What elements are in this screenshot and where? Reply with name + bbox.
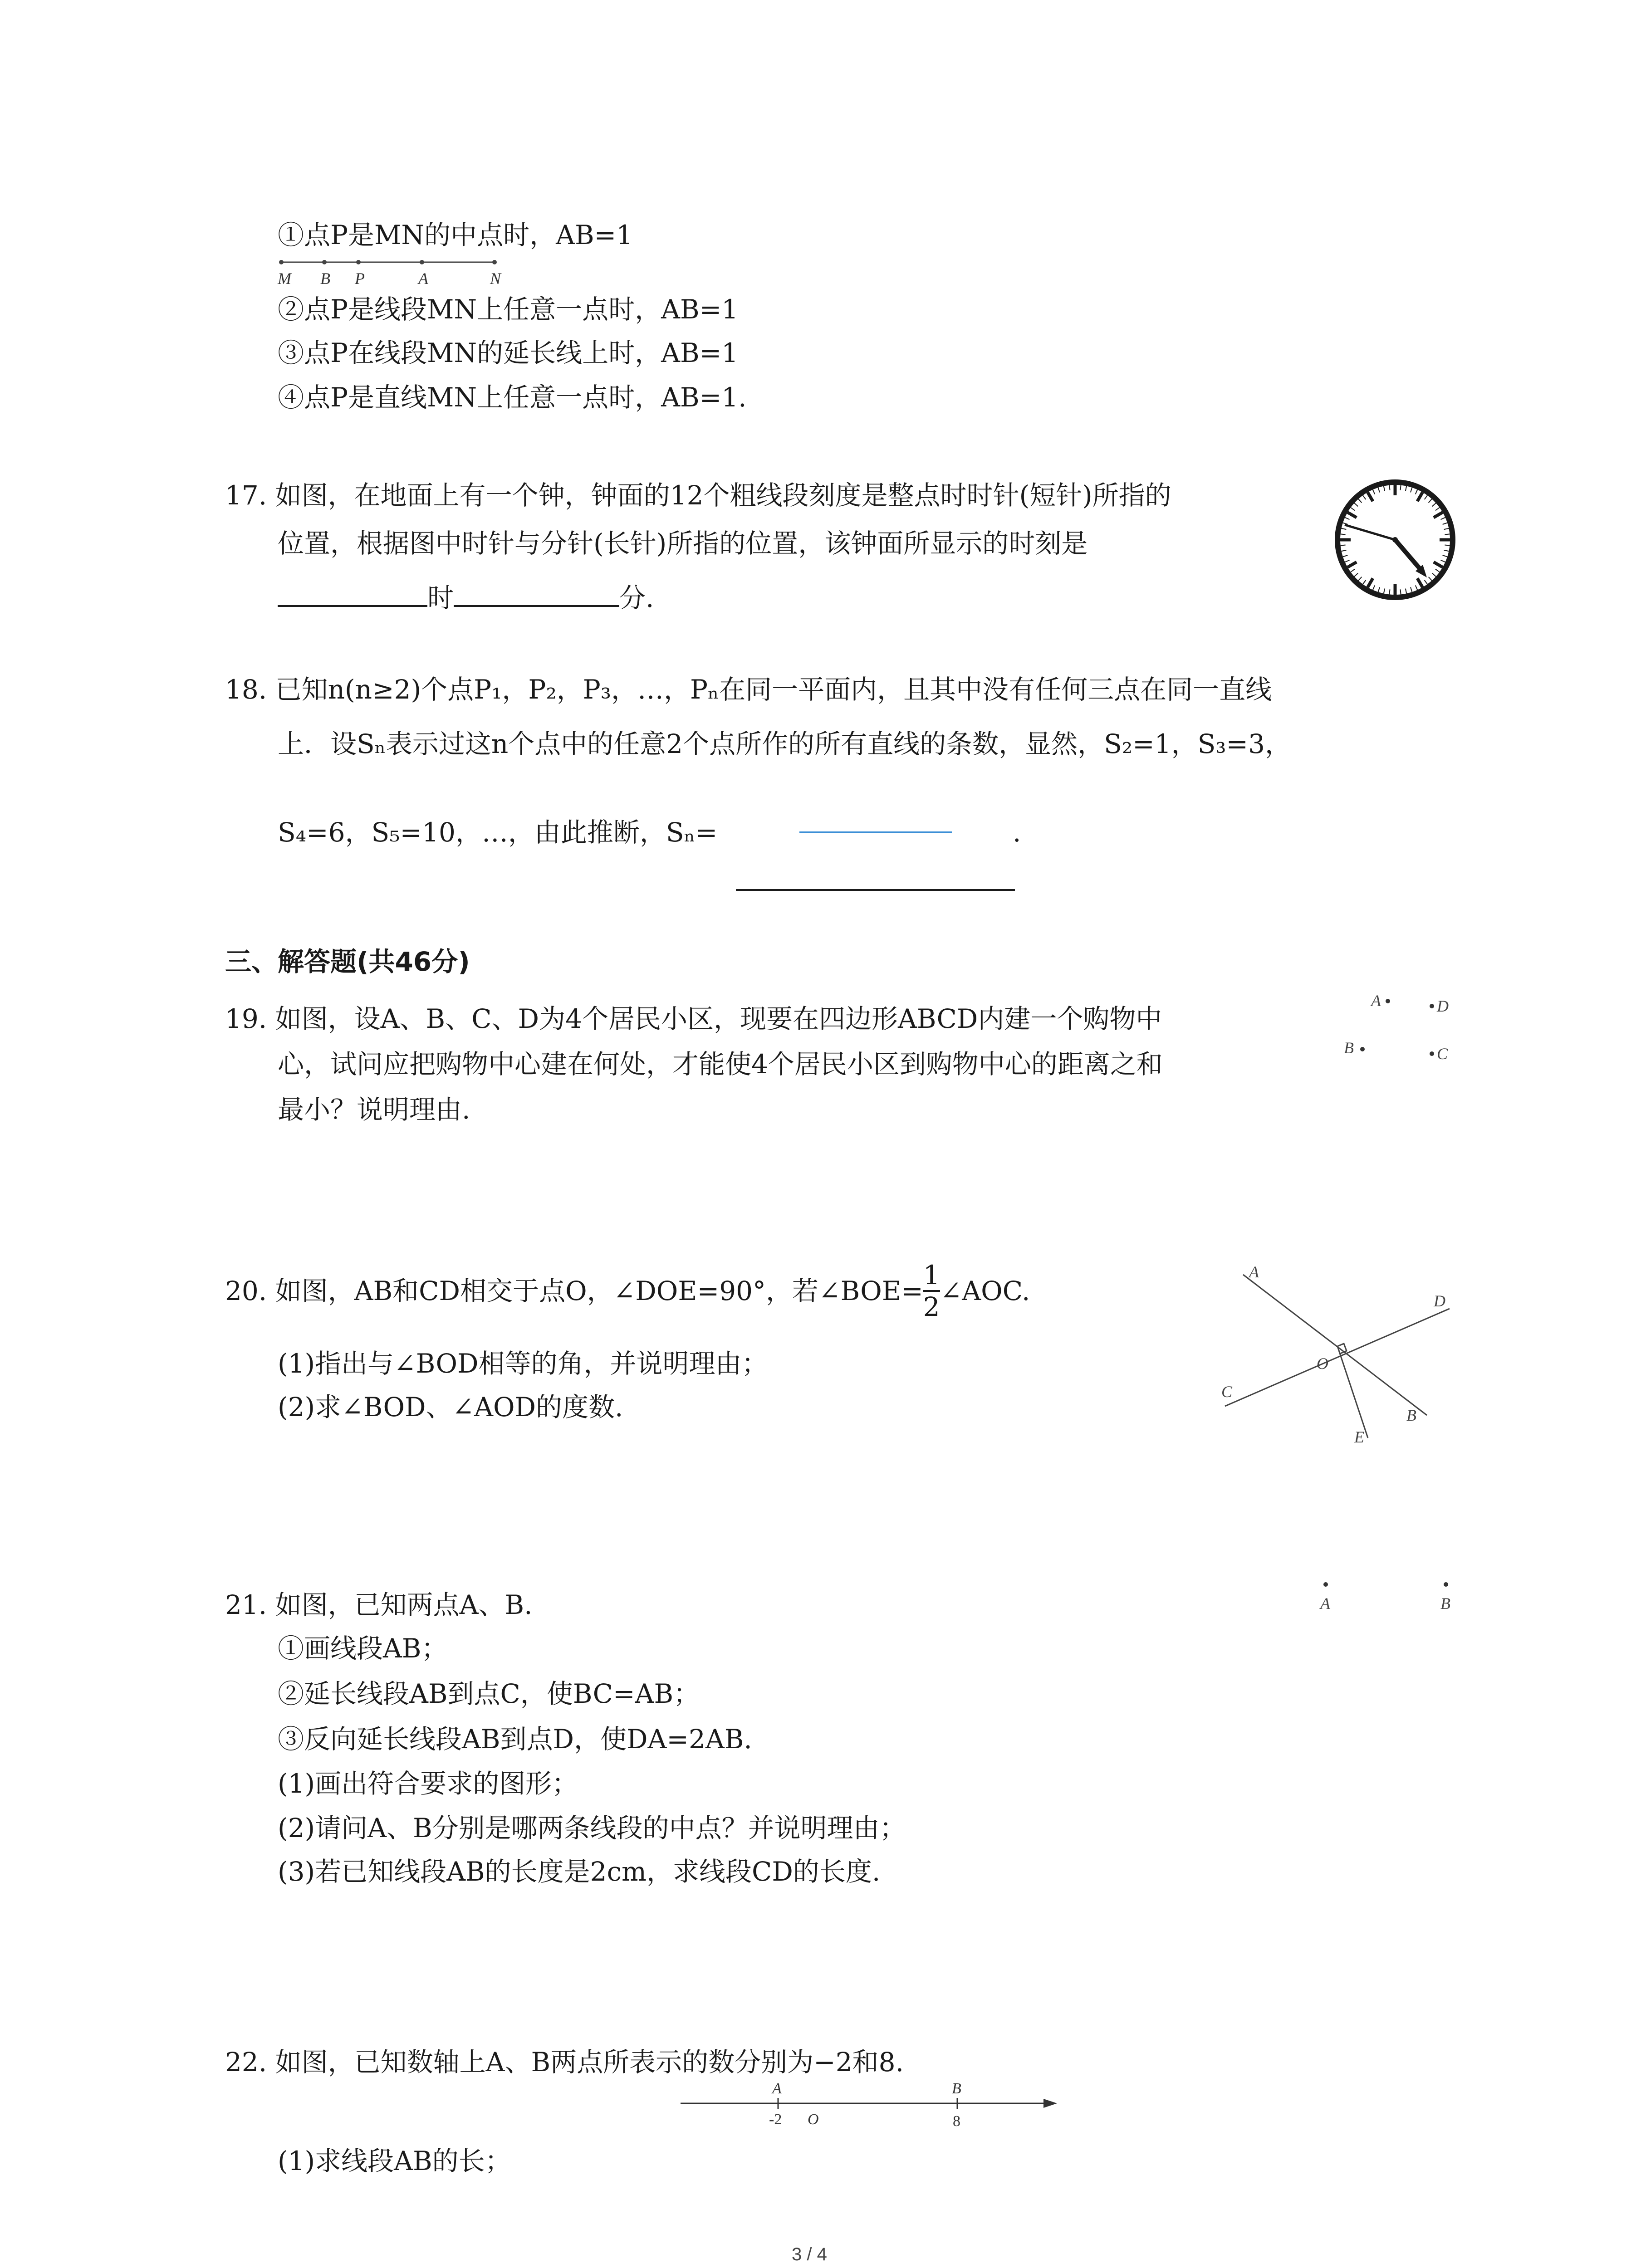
q21-sub1: (1)画出符合要求的图形；	[278, 1768, 578, 1799]
q21-line1: 21. 如图，已知两点A、B.	[225, 1589, 533, 1620]
q22-sub1: (1)求线段AB的长；	[278, 2146, 511, 2176]
q20-fraction	[923, 1260, 940, 1322]
q20-label-e: E	[1354, 1428, 1364, 1446]
clock-minute-tick	[1429, 499, 1432, 503]
q21-point-b: B	[1440, 1594, 1450, 1613]
q19-line1: 19. 如图，设A、B、C、D为4个居民小区，现要在四边形ABCD内建一个购物中	[225, 1003, 1162, 1034]
clock-minute-tick	[1440, 560, 1445, 562]
q16-label-m: M	[278, 269, 291, 288]
q16-item3: ③点P在线段MN的延长线上时，AB=1	[278, 337, 739, 368]
q19-point-a: A	[1371, 992, 1381, 1010]
clock-minute-tick	[1435, 508, 1440, 510]
q16-label-a: A	[418, 269, 428, 288]
q19-point-b: B	[1344, 1039, 1354, 1057]
clock-minute-tick	[1444, 550, 1449, 551]
q19-line2: 心，试问应把购物中心建在何处，才能使4个居民小区到购物中心的距离之和	[278, 1049, 1163, 1080]
q20-label-d: D	[1434, 1292, 1445, 1310]
q20-line1-post: ∠AOC.	[940, 1276, 1030, 1306]
q21-sub2: (2)请问A、B分别是哪两条线段的中点？并说明理由；	[278, 1813, 906, 1843]
q20-sub2: (2)求∠BOD、∠AOD的度数.	[278, 1392, 623, 1422]
clock-minute-tick	[1384, 589, 1385, 594]
q17-line2: 位置，根据图中时针与分针(长针)所指的位置，该钟面所显示的时刻是	[278, 528, 1088, 559]
clock-minute-tick	[1345, 518, 1349, 519]
clock-minute-tick	[1358, 577, 1362, 581]
q17-minute-blank[interactable]	[454, 601, 619, 607]
q17-line1: 17. 如图，在地面上有一个钟，钟面的12个粗线段刻度是整点时时针(短针)所指的	[225, 480, 1171, 511]
clock-minute-tick	[1400, 589, 1401, 594]
q20-label-b: B	[1406, 1406, 1416, 1424]
clock-minute-tick	[1351, 569, 1355, 572]
clock-minute-tick	[1425, 580, 1427, 584]
axis-label-o: O	[808, 2111, 819, 2128]
clock-minute-tick	[1342, 528, 1347, 529]
clock-minute-tick	[1363, 495, 1366, 499]
q20-label-c: C	[1221, 1383, 1233, 1401]
clock-minute-tick	[1378, 587, 1380, 592]
q20-label-a: A	[1249, 1263, 1259, 1281]
q16-label-b: B	[320, 269, 330, 288]
q21-step1: ①画线段AB；	[278, 1633, 448, 1664]
q17-answer-row	[278, 580, 654, 616]
q16-label-p: P	[355, 269, 365, 288]
clock-hour-tick	[1417, 492, 1423, 501]
q20-sub1: (1)指出与∠BOD相等的角，并说明理由；	[278, 1348, 768, 1379]
q20-frac-den: 2	[923, 1290, 940, 1322]
q18-line2: 上．设Sₙ表示过这n个点中的任意2个点所作的所有直线的条数，显然，S₂=1，S₃=3，	[278, 728, 1292, 759]
q17-hour-blank[interactable]	[278, 601, 427, 607]
clock-minute-tick	[1351, 508, 1355, 510]
q22-line1: 22. 如图，已知数轴上A、B两点所表示的数分别为−2和8.	[225, 2047, 904, 2077]
clock-hour-tick	[1417, 578, 1423, 587]
clock-minute-tick	[1440, 518, 1445, 519]
clock-hour-tick	[1434, 513, 1443, 518]
clock-minute-tick	[1416, 489, 1417, 494]
clock-hour-tick	[1434, 562, 1443, 567]
q18-end: .	[1013, 817, 1021, 848]
clock-minute-tick	[1373, 489, 1375, 494]
page-number: 3 / 4	[792, 2244, 827, 2264]
number-line-figure	[676, 2075, 1062, 2134]
q20-line1	[225, 1260, 1030, 1322]
q16-item1: ①点P是MN的中点时，AB=1	[278, 220, 633, 250]
clock-minute-tick	[1354, 573, 1358, 577]
q19-point-d: D	[1437, 997, 1449, 1015]
clock-minute-tick	[1389, 589, 1390, 594]
clock-minute-tick	[1443, 523, 1447, 524]
clock-minute-tick	[1400, 485, 1401, 490]
q18-answer-blank[interactable]	[736, 889, 1015, 891]
axis-value-b: 8	[953, 2113, 960, 2130]
q19-point-c: C	[1437, 1045, 1448, 1063]
clock-minute-tick	[1416, 585, 1417, 590]
clock-minute-tick	[1435, 569, 1440, 572]
q21-sub3: (3)若已知线段AB的长度是2cm，求线段CD的长度.	[278, 1856, 881, 1887]
clock-hour-tick	[1347, 562, 1357, 567]
q20-figure	[1202, 1261, 1456, 1456]
q20-line1-pre: 20. 如图，AB和CD相交于点O，∠DOE=90°，若∠BOE=	[225, 1276, 923, 1306]
clock-minute-tick	[1384, 486, 1385, 491]
axis-value-a: -2	[769, 2111, 782, 2128]
clock-minute-tick	[1432, 503, 1436, 506]
q20-frac-num: 1	[923, 1260, 940, 1290]
clock-minute-tick	[1363, 580, 1366, 584]
clock-minute-tick	[1411, 488, 1412, 492]
q18-line1: 18. 已知n(n≥2)个点P₁，P₂，P₃，…，Pₙ在同一平面内，且其中没有任何三点在同一直线	[225, 674, 1272, 705]
q18-line3: S₄=6，S₅=10，…，由此推断，Sₙ=	[278, 817, 718, 848]
clock-minute-tick	[1343, 555, 1347, 557]
q19-figure	[1334, 989, 1461, 1080]
q20-label-o: O	[1317, 1354, 1328, 1373]
axis-label-b: B	[952, 2080, 961, 2097]
q19-line3: 最小？说明理由.	[278, 1094, 470, 1125]
clock-minute-tick	[1345, 560, 1349, 562]
clock-hour-tick	[1368, 492, 1373, 501]
q16-figure	[277, 254, 513, 290]
clock-hour-hand	[1395, 540, 1422, 572]
clock-minute-tick	[1443, 555, 1447, 557]
clock-minute-tick	[1425, 495, 1427, 499]
clock-hour-tick	[1347, 513, 1357, 518]
clock-hour-tick	[1368, 578, 1373, 587]
clock-minute-tick	[1354, 503, 1358, 506]
clock-minute-tick	[1389, 485, 1390, 490]
clock-minute-tick	[1411, 587, 1412, 592]
q21-point-a: A	[1320, 1594, 1330, 1613]
q16-item2: ②点P是线段MN上任意一点时，AB=1	[278, 294, 739, 325]
section3-title: 三、解答题(共46分)	[225, 946, 470, 977]
clock-minute-tick	[1432, 573, 1436, 577]
clock-figure	[1329, 474, 1461, 606]
clock-minute-tick	[1378, 488, 1380, 492]
q17-unit-hour: 时	[427, 582, 454, 613]
q16-item4: ④点P是直线MN上任意一点时，AB=1.	[278, 382, 747, 413]
clock-minute-tick	[1358, 499, 1362, 503]
clock-minute-hand	[1345, 525, 1395, 540]
clock-minute-tick	[1429, 577, 1432, 581]
clock-minute-tick	[1342, 550, 1347, 551]
clock-minute-tick	[1444, 528, 1449, 529]
q17-unit-min: 分.	[619, 582, 654, 613]
clock-minute-tick	[1373, 585, 1375, 590]
q18-answer-blue-line	[799, 831, 952, 833]
q21-figure	[1307, 1576, 1461, 1622]
axis-label-a: A	[772, 2080, 782, 2097]
q21-step3: ③反向延长线段AB到点D，使DA=2AB.	[278, 1724, 752, 1755]
q21-step2: ②延长线段AB到点C，使BC=AB；	[278, 1678, 700, 1709]
q16-label-n: N	[490, 269, 501, 288]
